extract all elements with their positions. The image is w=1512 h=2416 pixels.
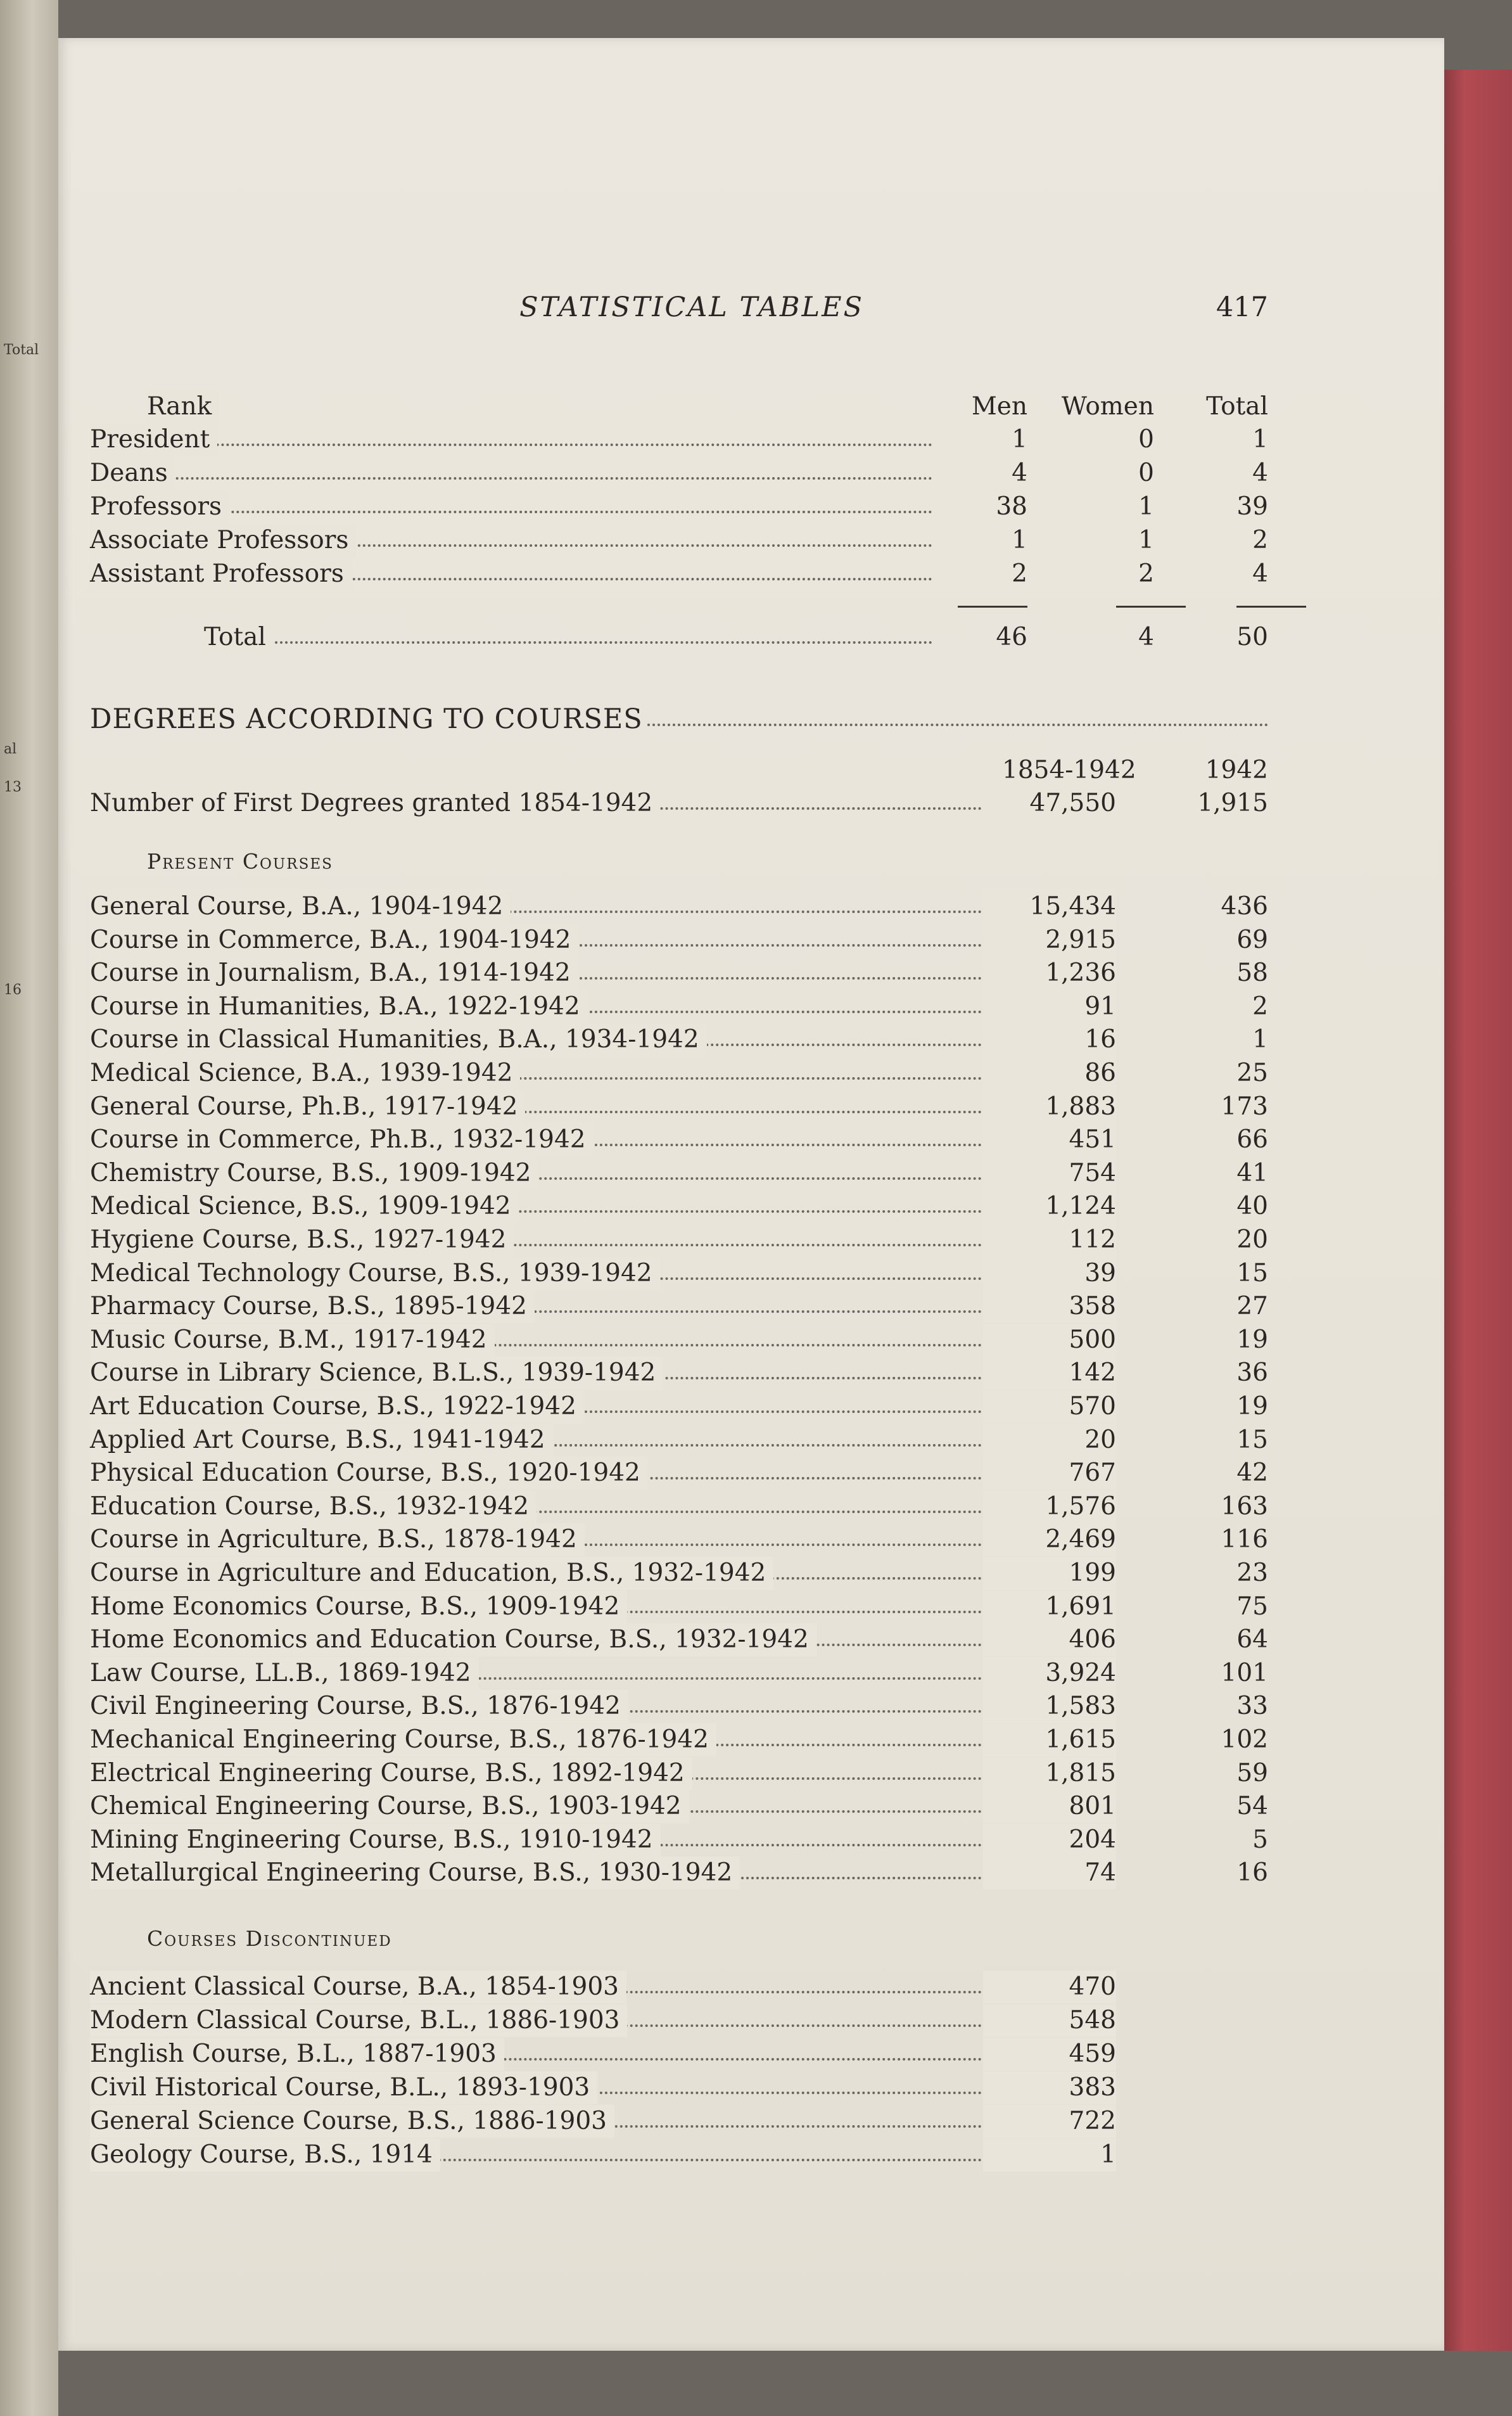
- course-count: 91: [983, 990, 1116, 1023]
- book-cover-edge: [1444, 70, 1512, 2351]
- course-label: Education Course, B.S., 1932-1942: [90, 1490, 537, 1523]
- discontinued-label: English Course, B.L., 1887-1903: [90, 2038, 504, 2071]
- course-count: 570: [983, 1390, 1116, 1423]
- discontinued-row: [90, 2004, 1268, 2037]
- course-row: [90, 1623, 1268, 1656]
- course-year-count: 16: [1236, 1858, 1268, 1888]
- sum-rule: [1116, 606, 1186, 608]
- course-row: [90, 1224, 1268, 1256]
- course-label: Course in Humanities, B.A., 1922-1942: [90, 990, 588, 1023]
- course-count: 1,236: [983, 957, 1116, 990]
- course-year-count: 25: [1236, 1059, 1268, 1087]
- course-year-count: 1: [1252, 1025, 1268, 1054]
- course-row: [90, 1057, 1268, 1090]
- discontinued-row: [90, 2038, 1268, 2071]
- running-title: STATISTICAL TABLES: [519, 291, 864, 323]
- women-count: 0: [1138, 425, 1154, 454]
- women-count: 1: [1138, 492, 1154, 521]
- course-year-count: 15: [1236, 1258, 1268, 1288]
- course-year-count: 23: [1236, 1559, 1268, 1587]
- rank-row: [90, 457, 1268, 490]
- course-label: Applied Art Course, B.S., 1941-1942: [90, 1424, 553, 1457]
- course-count: 1,583: [983, 1690, 1116, 1723]
- course-count: 2,469: [983, 1523, 1116, 1556]
- course-row: [90, 1490, 1268, 1523]
- course-count: 86: [983, 1057, 1116, 1090]
- course-count: 801: [983, 1790, 1116, 1823]
- left-page-edge: [0, 0, 58, 2416]
- total-count: 1: [1252, 425, 1268, 454]
- course-count: 16: [983, 1023, 1116, 1056]
- course-row: [90, 1257, 1268, 1290]
- rank-label: President: [90, 423, 217, 456]
- course-count: 15,434: [983, 890, 1116, 923]
- page-number: 417: [1216, 291, 1268, 323]
- year-header: 1942: [1205, 756, 1268, 784]
- course-row: [90, 1290, 1268, 1323]
- course-count: 20: [983, 1424, 1116, 1457]
- course-year-count: 41: [1236, 1158, 1268, 1187]
- discontinued-label: General Science Course, B.S., 1886-1903: [90, 2105, 614, 2138]
- course-count: 1,815: [983, 1757, 1116, 1790]
- course-year-count: 66: [1236, 1125, 1268, 1154]
- rank-label: Associate Professors: [90, 524, 356, 557]
- rank-label: Deans: [90, 457, 175, 490]
- course-count: 451: [983, 1123, 1116, 1156]
- men-count: 1: [1012, 526, 1027, 554]
- women-count: 1: [1138, 526, 1154, 554]
- course-label: Mining Engineering Course, B.S., 1910-1942: [90, 1824, 661, 1857]
- discontinued-heading: Courses Discontinued: [147, 1926, 392, 1951]
- present-courses-heading: Present Courses: [147, 849, 333, 874]
- rank-header-row: [90, 390, 1268, 423]
- course-row: [90, 1090, 1268, 1123]
- course-count: 74: [983, 1857, 1116, 1889]
- women-count: 2: [1138, 559, 1154, 588]
- course-year-count: 2: [1252, 992, 1268, 1021]
- course-year-count: 58: [1236, 959, 1268, 988]
- course-year-count: 36: [1236, 1358, 1268, 1388]
- course-row: [90, 1357, 1268, 1390]
- course-year-count: 75: [1236, 1592, 1268, 1621]
- course-year-count: 59: [1236, 1758, 1268, 1787]
- rank-row: [90, 423, 1268, 456]
- rank-row: [90, 524, 1268, 557]
- course-count: 199: [983, 1557, 1116, 1590]
- sum-rule: [958, 606, 1027, 608]
- discontinued-count: 548: [983, 2004, 1116, 2037]
- course-label: Art Education Course, B.S., 1922-1942: [90, 1390, 584, 1423]
- total-count: 4: [1252, 559, 1268, 588]
- total-header: Total: [1206, 392, 1268, 421]
- course-row: [90, 1723, 1268, 1756]
- course-label: Metallurgical Engineering Course, B.S., 1930-1942: [90, 1857, 740, 1889]
- discontinued-row: [90, 2105, 1268, 2138]
- course-label: Electrical Engineering Course, B.S., 1892-1942: [90, 1757, 692, 1790]
- rank-label: Professors: [90, 490, 229, 523]
- course-label: Course in Classical Humanities, B.A., 1934-1942: [90, 1023, 707, 1056]
- course-year-count: 64: [1236, 1625, 1268, 1654]
- first-degrees-year: 1,915: [1197, 789, 1268, 817]
- course-row: [90, 1324, 1268, 1357]
- course-count: 1,124: [983, 1190, 1116, 1223]
- discontinued-count: 1: [983, 2138, 1116, 2171]
- course-label: Home Economics and Education Course, B.S., 1932-1942: [90, 1623, 816, 1656]
- course-row: [90, 1123, 1268, 1156]
- discontinued-label: Ancient Classical Course, B.A., 1854-1903: [90, 1971, 626, 2004]
- course-row: [90, 1790, 1268, 1823]
- course-year-count: 69: [1236, 925, 1268, 954]
- course-year-count: 54: [1236, 1792, 1268, 1821]
- rank-total-row: [90, 621, 1268, 654]
- course-year-count: 436: [1221, 892, 1268, 921]
- discontinued-row: [90, 1971, 1268, 2004]
- course-label: Law Course, LL.B., 1869-1942: [90, 1657, 479, 1690]
- book-page: [58, 38, 1444, 2351]
- course-row: [90, 1590, 1268, 1623]
- rank-label: Assistant Professors: [90, 558, 352, 591]
- course-count: 3,924: [983, 1657, 1116, 1690]
- course-label: Pharmacy Course, B.S., 1895-1942: [90, 1290, 535, 1323]
- course-label: Mechanical Engineering Course, B.S., 1876-1942: [90, 1723, 716, 1756]
- course-count: 112: [983, 1224, 1116, 1256]
- course-year-count: 5: [1252, 1825, 1268, 1854]
- first-degrees-row: [90, 787, 1268, 820]
- course-year-count: 20: [1236, 1225, 1268, 1254]
- course-count: 767: [983, 1457, 1116, 1490]
- grand-total: 50: [1236, 623, 1268, 651]
- left-fragment: Total: [4, 342, 39, 358]
- men-count: 38: [996, 492, 1027, 521]
- course-row: [90, 1390, 1268, 1423]
- course-label: General Course, B.A., 1904-1942: [90, 890, 511, 923]
- course-label: Chemistry Course, B.S., 1909-1942: [90, 1157, 538, 1190]
- course-row: [90, 1523, 1268, 1556]
- course-row: [90, 1557, 1268, 1590]
- course-row: [90, 1190, 1268, 1223]
- range-header: 1854-1942: [1002, 756, 1136, 784]
- course-year-count: 19: [1236, 1325, 1268, 1354]
- course-row: [90, 1657, 1268, 1690]
- discontinued-row: [90, 2071, 1268, 2104]
- course-count: 142: [983, 1357, 1116, 1390]
- course-row: [90, 1424, 1268, 1457]
- course-row: [90, 1023, 1268, 1056]
- course-row: [90, 924, 1268, 957]
- course-row: [90, 1857, 1268, 1889]
- women-count: 0: [1138, 459, 1154, 487]
- course-label: Medical Technology Course, B.S., 1939-1942: [90, 1257, 660, 1290]
- rank-header: Rank: [147, 390, 219, 423]
- course-count: 2,915: [983, 924, 1116, 957]
- men-count: 2: [1012, 559, 1027, 588]
- course-year-count: 19: [1236, 1392, 1268, 1421]
- course-year-count: 33: [1236, 1692, 1268, 1721]
- course-year-count: 173: [1221, 1092, 1268, 1121]
- men-count: 1: [1012, 425, 1027, 454]
- course-label: Medical Science, B.S., 1909-1942: [90, 1190, 519, 1223]
- course-label: Course in Journalism, B.A., 1914-1942: [90, 957, 578, 990]
- course-count: 406: [983, 1623, 1116, 1656]
- course-count: 500: [983, 1324, 1116, 1357]
- course-year-count: 15: [1236, 1425, 1268, 1454]
- discontinued-count: 383: [983, 2071, 1116, 2104]
- course-count: 1,691: [983, 1590, 1116, 1623]
- course-count: 1,615: [983, 1723, 1116, 1756]
- discontinued-count: 470: [983, 1971, 1116, 2004]
- course-label: Music Course, B.M., 1917-1942: [90, 1324, 495, 1357]
- course-label: Course in Commerce, B.A., 1904-1942: [90, 924, 578, 957]
- men-total: 46: [996, 623, 1027, 651]
- course-label: Civil Engineering Course, B.S., 1876-1942: [90, 1690, 628, 1723]
- total-count: 2: [1252, 526, 1268, 554]
- course-count: 1,576: [983, 1490, 1116, 1523]
- degrees-heading: DEGREES ACCORDING TO COURSES: [90, 703, 643, 735]
- discontinued-label: Civil Historical Course, B.L., 1893-1903: [90, 2071, 597, 2104]
- discontinued-count: 459: [983, 2038, 1116, 2071]
- left-fragment: 16: [4, 982, 22, 998]
- total-count: 4: [1252, 459, 1268, 487]
- first-degrees-label: Number of First Degrees granted 1854-1942: [90, 787, 660, 820]
- left-fragment: 13: [4, 779, 22, 795]
- left-fragment: al: [4, 741, 17, 757]
- rank-total-label: Total: [204, 621, 274, 654]
- discontinued-row: [90, 2138, 1268, 2171]
- degrees-heading-leader: [90, 703, 1268, 736]
- total-count: 39: [1236, 492, 1268, 521]
- course-label: Physical Education Course, B.S., 1920-1942: [90, 1457, 648, 1490]
- course-label: Medical Science, B.A., 1939-1942: [90, 1057, 520, 1090]
- first-degrees-count: 47,550: [983, 787, 1116, 820]
- women-total: 4: [1138, 623, 1154, 651]
- course-year-count: 163: [1221, 1492, 1268, 1521]
- course-label: Course in Library Science, B.L.S., 1939-1942: [90, 1357, 663, 1390]
- course-year-count: 42: [1236, 1459, 1268, 1488]
- course-label: General Course, Ph.B., 1917-1942: [90, 1090, 525, 1123]
- course-year-count: 40: [1236, 1192, 1268, 1221]
- course-row: [90, 957, 1268, 990]
- men-header: Men: [971, 392, 1027, 421]
- course-year-count: 116: [1221, 1525, 1268, 1554]
- discontinued-count: 722: [983, 2105, 1116, 2138]
- course-row: [90, 990, 1268, 1023]
- course-row: [90, 1157, 1268, 1190]
- course-year-count: 27: [1236, 1292, 1268, 1321]
- course-row: [90, 890, 1268, 923]
- course-label: Hygiene Course, B.S., 1927-1942: [90, 1224, 514, 1256]
- sum-rule: [1236, 606, 1306, 608]
- course-label: Course in Agriculture and Education, B.S., 1932-1942: [90, 1557, 773, 1590]
- women-header: Women: [1061, 392, 1154, 421]
- page-header: [58, 291, 1444, 329]
- rank-row: [90, 558, 1268, 591]
- course-year-count: 101: [1221, 1658, 1268, 1687]
- discontinued-label: Geology Course, B.S., 1914: [90, 2138, 440, 2171]
- course-label: Course in Commerce, Ph.B., 1932-1942: [90, 1123, 594, 1156]
- course-count: 754: [983, 1157, 1116, 1190]
- course-count: 204: [983, 1824, 1116, 1857]
- course-label: Course in Agriculture, B.S., 1878-1942: [90, 1523, 585, 1556]
- course-label: Chemical Engineering Course, B.S., 1903-1942: [90, 1790, 689, 1823]
- course-count: 39: [983, 1257, 1116, 1290]
- rank-row: [90, 490, 1268, 523]
- discontinued-label: Modern Classical Course, B.L., 1886-1903: [90, 2004, 627, 2037]
- course-year-count: 102: [1221, 1725, 1268, 1754]
- course-row: [90, 1457, 1268, 1490]
- course-row: [90, 1824, 1268, 1857]
- course-count: 358: [983, 1290, 1116, 1323]
- course-count: 1,883: [983, 1090, 1116, 1123]
- course-row: [90, 1757, 1268, 1790]
- course-row: [90, 1690, 1268, 1723]
- men-count: 4: [1012, 459, 1027, 487]
- course-label: Home Economics Course, B.S., 1909-1942: [90, 1590, 627, 1623]
